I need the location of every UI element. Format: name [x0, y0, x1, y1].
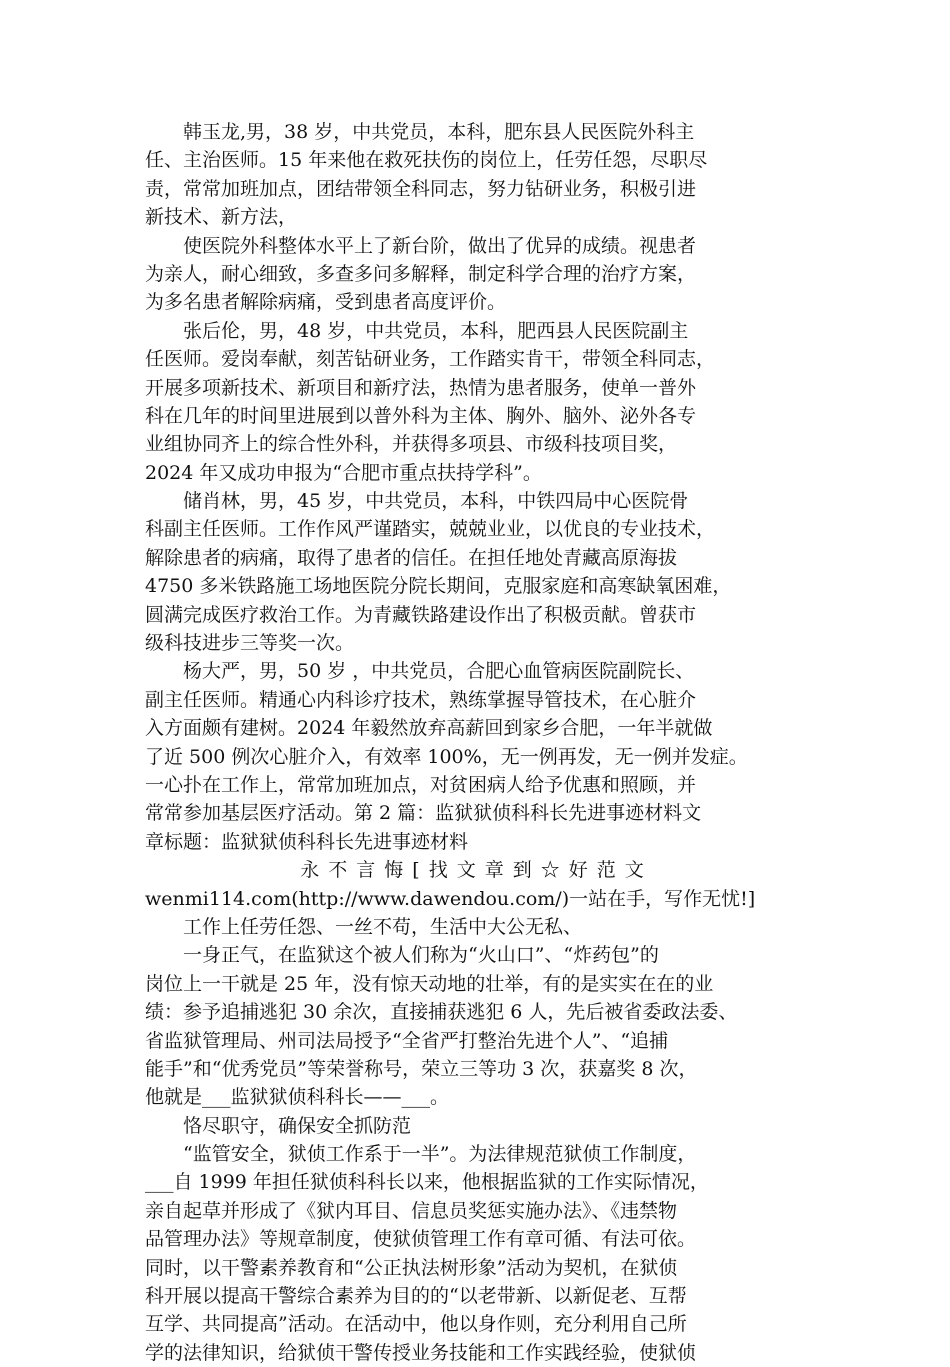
text-line: 品管理办法》等规章制度，使狱侦管理工作有章可循、有法可依。 — [145, 1228, 697, 1251]
text-line: 亲自起草并形成了《狱内耳目、信息员奖惩实施办法》、《违禁物 — [145, 1199, 678, 1222]
source-notice-line: 永不言悔[找文章到☆好范文 — [300, 859, 653, 882]
text-line: 科副主任医师。工作作风严谨踏实，兢兢业业，以优良的专业技术， — [145, 518, 716, 541]
text-line: 一身正气，在监狱这个被人们称为“火山口”、“炸药包”的 — [183, 944, 659, 967]
text-line: 副主任医师。精通心内科诊疗技术，熟练掌握导管技术，在心脏介 — [145, 688, 697, 711]
text-line: 任、主治医师。15 年来他在救死扶伤的岗位上，任劳任怨，尽职尽 — [145, 149, 708, 172]
text-line: 入方面颇有建树。2024 年毅然放弃高薪回到家乡合肥，一年半就做 — [145, 717, 713, 740]
text-line: 互学、共同提高”活动。在活动中，他以身作则，充分利用自己所 — [145, 1313, 687, 1336]
text-line: 张后伦，男，48 岁，中共党员，本科，肥西县人民医院副主 — [183, 319, 689, 342]
text-line: 业组协同齐上的综合性外科，并获得多项县、市级科技项目奖， — [145, 433, 678, 456]
text-line: 任医师。爱岗奉献，刻苦钻研业务，工作踏实肯干，带领全科同志， — [145, 348, 716, 371]
text-line: 章标题：监狱狱侦科科长先进事迹材料 — [145, 830, 469, 853]
text-line: ___自 1999 年担任狱侦科科长以来，他根据监狱的工作实际情况， — [145, 1171, 709, 1194]
text-line: 储肖林，男，45 岁，中共党员，本科，中铁四局中心医院骨 — [183, 490, 689, 513]
section-heading: 恪尽职守，确保安全抓防范 — [183, 1114, 412, 1137]
text-line: 常常参加基层医疗活动。第 2 篇：监狱狱侦科科长先进事迹材料文 — [145, 802, 702, 825]
text-line: 开展多项新技术、新项目和新疗法，热情为患者服务，使单一普外 — [145, 376, 697, 399]
source-notice-line: wenmi114.com(http://www.dawendou.com/)一站在手，写作无忧!] — [145, 887, 756, 910]
text-line: 科在几年的时间里进展到以普外科为主体、胸外、脑外、泌外各专 — [145, 404, 697, 427]
text-line: 级科技进步三等奖一次。 — [145, 632, 355, 655]
text-line: 韩玉龙,男，38 岁，中共党员，本科，肥东县人民医院外科主 — [183, 121, 695, 143]
text-line: 一心扑在工作上，常常加班加点，对贫困病人给予优惠和照顾，并 — [145, 773, 697, 796]
text-line: 为多名患者解除病痛，受到患者高度评价。 — [145, 291, 507, 314]
text-line: 2024 年又成功申报为“合肥市重点扶持学科”。 — [145, 461, 542, 484]
text-line: 工作上任劳任怨、一丝不苟，生活中大公无私、 — [183, 915, 583, 938]
text-line: 为亲人，耐心细致，多查多问多解释，制定科学合理的治疗方案， — [145, 262, 697, 285]
text-line: 他就是___监狱狱侦科科长——___。 — [145, 1086, 450, 1109]
text-line: “监管安全，狱侦工作系于一半”。为法律规范狱侦工作制度， — [183, 1143, 697, 1166]
document-page — [145, 118, 808, 1367]
text-line: 能手”和“优秀党员”等荣誉称号，荣立三等功 3 次，获嘉奖 8 次， — [145, 1057, 698, 1080]
text-line: 杨大严，男，50 岁 ，中共党员，合肥心血管病医院副院长、 — [183, 660, 695, 683]
text-line: 岗位上一干就是 25 年，没有惊天动地的壮举，有的是实实在在的业 — [145, 972, 714, 995]
text-line: 科开展以提高干警综合素养为目的的“以老带新、以新促老、互帮 — [145, 1285, 687, 1308]
text-line: 学的法律知识，给狱侦干警传授业务技能和工作实践经验，使狱侦 — [145, 1341, 697, 1364]
text-line: 解除患者的病痛，取得了患者的信任。在担任地处青藏高原海拔 — [145, 546, 678, 569]
text-line: 绩：参予追捕逃犯 30 余次，直接捕获逃犯 6 人，先后被省委政法委、 — [145, 1001, 738, 1024]
text-line: 4750 多米铁路施工场地医院分院长期间，克服家庭和高寒缺氧困难， — [145, 575, 732, 598]
text-line: 圆满完成医疗救治工作。为青藏铁路建设作出了积极贡献。曾获市 — [145, 603, 697, 626]
text-line: 责，常常加班加点，团结带领全科同志，努力钻研业务，积极引进 — [145, 177, 697, 200]
text-line: 省监狱管理局、州司法局授予“全省严打整治先进个人”、“追捕 — [145, 1029, 669, 1052]
text-line: 同时，以干警素养教育和“公正执法树形象”活动为契机，在狱侦 — [145, 1256, 678, 1279]
text-line: 新技术、新方法， — [145, 206, 298, 229]
text-line: 了近 500 例次心脏介入，有效率 100%，无一例再发，无一例并发症。 — [145, 745, 748, 768]
text-line: 使医院外科整体水平上了新台阶，做出了优异的成绩。视患者 — [183, 234, 697, 257]
